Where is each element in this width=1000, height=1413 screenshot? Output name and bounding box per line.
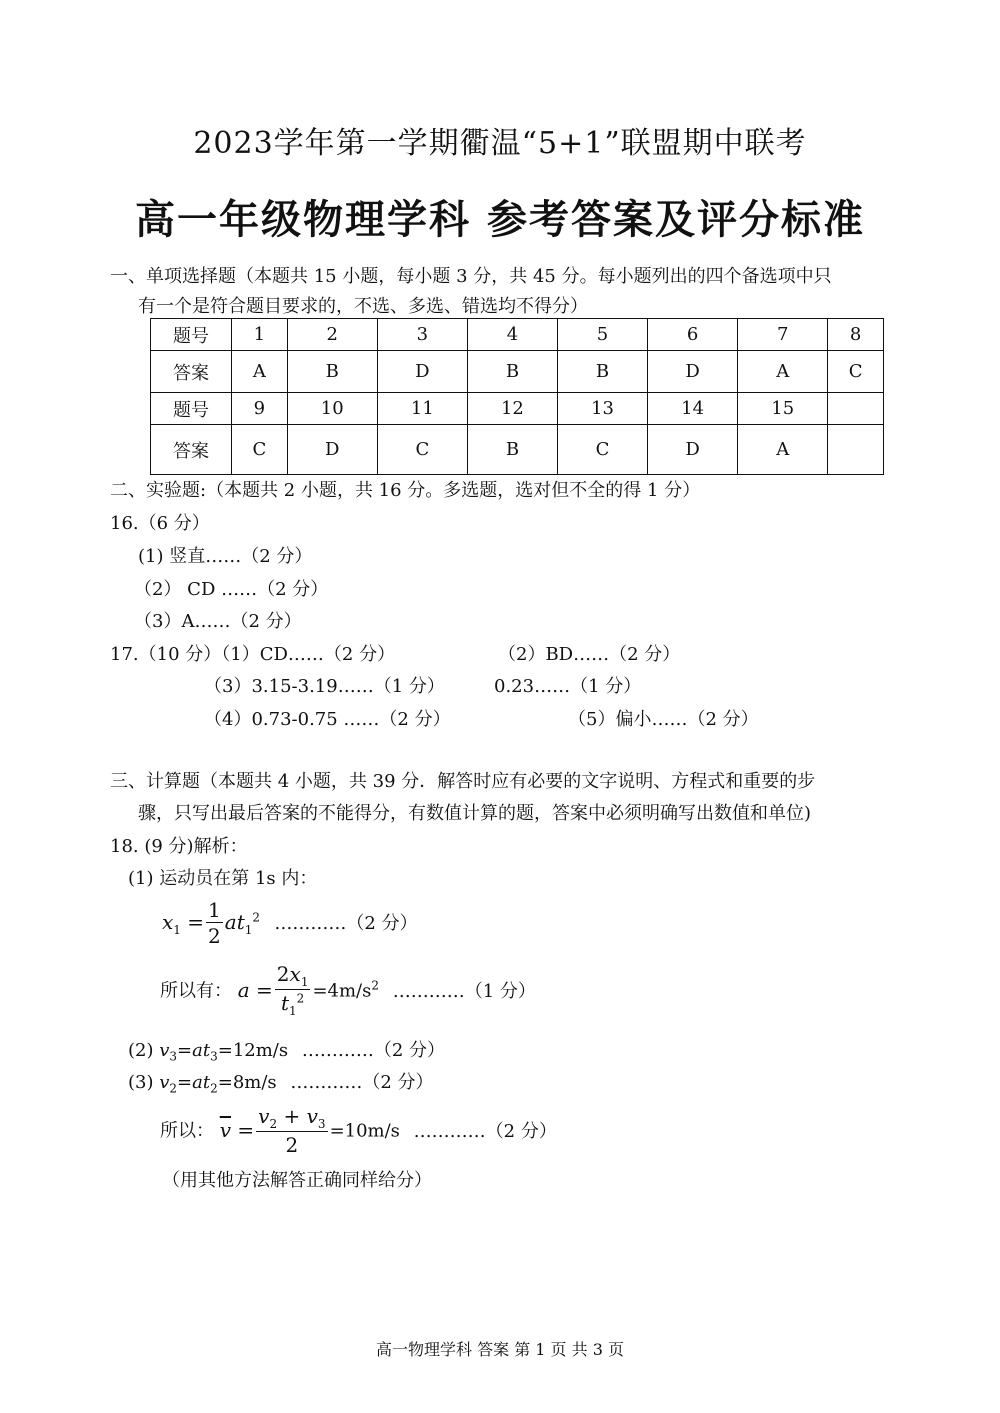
q17-answer-3: （3）3.15-3.19……（1 分） [204, 676, 445, 697]
table-cell: B [557, 351, 647, 393]
q18-part2: (2) $v_3=at_3=12m/s$ …………（2 分） [128, 1040, 446, 1064]
equation-result: =10m/s [329, 1120, 400, 1142]
table-cell: 题号 [151, 319, 232, 351]
q16-answer-3: （3）A……（2 分） [134, 611, 302, 632]
table-cell: 12 [467, 393, 557, 425]
section3-heading-line1: 三、计算题（本题共 4 小题，共 39 分．解答时应有必要的文字说明、方程式和重要的步 [110, 771, 816, 792]
q16-answer-2: （2） CD ……（2 分） [134, 579, 329, 600]
q18-part3: (3) $v_2=at_2=8m/s$ …………（2 分） [128, 1072, 434, 1096]
equation-a: 所以有： a = $\frac{2x_1}{t_1^2}$ $=4m/s^2$ …………（1 分） [160, 962, 536, 1019]
q17-title: 17.（10 分）（1）CD……（2 分） [110, 644, 396, 665]
q17-answer-2: （2）BD……（2 分） [498, 644, 681, 665]
table-cell: 6 [648, 319, 738, 351]
table-cell: 11 [377, 393, 467, 425]
section2-heading: 二、实验题:（本题共 2 小题，共 16 分。多选题，选对但不全的得 1 分） [110, 480, 701, 501]
table-cell: 1 [232, 319, 288, 351]
equation-score: …………（1 分） [392, 980, 536, 1002]
table-cell: 3 [377, 319, 467, 351]
table-cell: 答案 [151, 425, 232, 475]
table-cell: B [467, 351, 557, 393]
table-cell: 2 [287, 319, 377, 351]
q17-answer-3b: 0.23……（1 分） [494, 676, 642, 697]
table-cell: A [738, 351, 828, 393]
q16-title: 16.（6 分） [110, 513, 210, 534]
table-cell [828, 393, 884, 425]
table-cell: 14 [648, 393, 738, 425]
section3-heading-line2: 骤，只写出最后答案的不能得分，有数值计算的题，答案中必须明确写出数值和单位) [138, 803, 812, 824]
q17-answer-4: （4）0.73-0.75 ……（2 分） [204, 709, 451, 730]
page-title: 2023学年第一学期衢温“5+1”联盟期中联考 [193, 126, 807, 161]
table-cell: 7 [738, 319, 828, 351]
table-cell: D [377, 351, 467, 393]
table-row [151, 319, 884, 351]
table-cell: 答案 [151, 351, 232, 393]
table-cell: D [648, 351, 738, 393]
equation-vavg: 所以： $\overline{v}$ = $\frac{v_2 + v_3}{2}$ =10m/s …………（2 分） [160, 1104, 557, 1158]
table-cell: C [828, 351, 884, 393]
note: （用其他方法解答正确同样给分） [162, 1170, 432, 1191]
part-score: …………（2 分） [290, 1072, 434, 1093]
section1-heading-line2: 有一个是符合题目要求的，不选、多选、错选均不得分） [138, 296, 588, 317]
table-cell: D [287, 425, 377, 475]
equation-score: …………（2 分） [274, 913, 418, 934]
q17-answer-5: （5）偏小……（2 分） [568, 709, 759, 730]
table-cell: B [287, 351, 377, 393]
table-cell: C [377, 425, 467, 475]
table-cell: C [232, 425, 288, 475]
part-label: (2) [128, 1040, 160, 1061]
table-cell: 4 [467, 319, 557, 351]
page-footer: 高一物理学科 答案 第 1 页 共 3 页 [376, 1340, 624, 1359]
table-cell: 9 [232, 393, 288, 425]
table-row [151, 425, 884, 475]
table-cell: A [232, 351, 288, 393]
section1-heading-line1: 一、单项选择题（本题共 15 小题，每小题 3 分，共 45 分。每小题列出的四个备选项中只 [110, 266, 832, 287]
table-cell: 8 [828, 319, 884, 351]
table-cell: 10 [287, 393, 377, 425]
q18-title: 18. (9 分)解析： [110, 836, 248, 857]
table-cell: 13 [557, 393, 647, 425]
part-result: =8m/s [217, 1072, 277, 1093]
equation-prefix: 所以： [160, 1120, 214, 1142]
table-row [151, 393, 884, 425]
table-cell: 15 [738, 393, 828, 425]
part-score: …………（2 分） [301, 1040, 446, 1061]
q16-answer-1: (1) 竖直……（2 分） [138, 546, 313, 567]
table-cell: C [557, 425, 647, 475]
table-cell: 5 [557, 319, 647, 351]
part-result: =12m/s [217, 1040, 289, 1061]
table-cell: 题号 [151, 393, 232, 425]
table-cell: A [738, 425, 828, 475]
equation-prefix: 所以有： [160, 980, 232, 1002]
table-cell [828, 425, 884, 475]
table-cell: D [648, 425, 738, 475]
q18-part1: (1) 运动员在第 1s 内： [128, 868, 318, 889]
answer-table [150, 318, 884, 475]
equation-result: =4m/s [312, 980, 372, 1002]
table-row [151, 351, 884, 393]
table-cell: B [467, 425, 557, 475]
part-label: (3) [128, 1072, 160, 1093]
page-subtitle: 高一年级物理学科 参考答案及评分标准 [135, 197, 865, 243]
equation-score: …………（2 分） [413, 1120, 557, 1142]
equation-x1: $x_1$ = $\frac{1}{2}$ $at_1^2$ …………（2 分） [162, 898, 418, 948]
